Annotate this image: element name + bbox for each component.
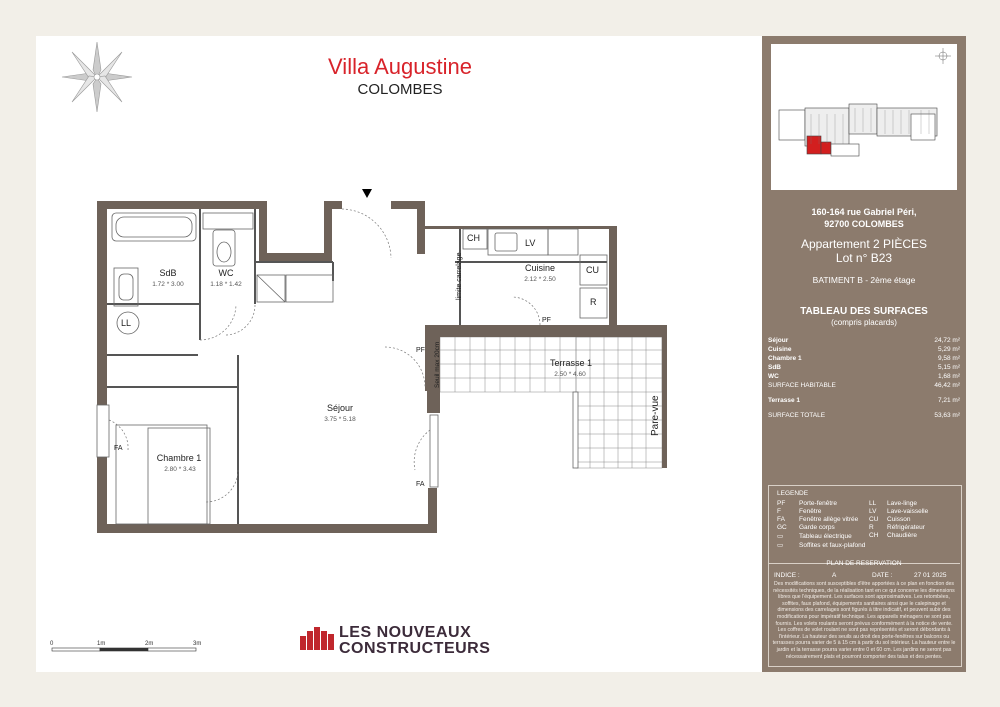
date-label: DATE :	[872, 572, 893, 579]
compass-icon	[62, 42, 132, 112]
address-block	[762, 206, 966, 230]
key-plan	[771, 44, 957, 190]
brand-line2: CONSTRUCTEURS	[339, 640, 491, 657]
page-title: Villa Augustine	[328, 54, 472, 79]
symbol-seuil: Seuil max 20cm	[434, 341, 441, 388]
legend-item: LL Lave-linge	[869, 500, 917, 507]
legend-item: CU Cuisson	[869, 516, 911, 523]
symbol-limite-carrelage: limite carrelage	[456, 252, 463, 300]
symbol-lv: LV	[525, 238, 536, 248]
legend-item: CH Chaudière	[869, 532, 917, 539]
room-cuisine-dims: 2.12 * 2.50	[524, 276, 556, 283]
legend-item: PF Porte-fenêtre	[777, 500, 837, 507]
plan-title: PLAN DE RESERVATION	[826, 560, 902, 567]
surface-row: SdB 5,15 m²	[768, 364, 960, 371]
symbol-cu: CU	[586, 265, 599, 275]
symbol-pf-living: PF	[416, 347, 425, 354]
terrace-floor	[440, 337, 662, 468]
disclaimer-text: Des modifications sont susceptibles d'être apportées à ce plan en fonction des nécessités techniques, de la réalisation tant en ce qui concerne les dimensions libres que l'équipement. Les surfaces sont approximatives. Les retombées, soffites, faux plafond, équipements sanitaires ainsi que le calepinage et dimensions des carrelages sont figurés à titre indicatif, et peuvent subir des modifications pour impératif technique. Les appareils ménagers ne sont pas fournis. Les volets roulants seront prévus conformément à la notice de vente. Les coffres de volet roulant ne sont pas représentés et seront débordants à l'intérieur. La hauteur des seuils au droit des porte-fenêtres sur balcons ou terrasses pourra varier de 5 à 15 cm à partir du sol intérieur. La hauteur entre le jardin et la terrasse pourra varier entre 0 et 60 cm. Les jardins ne seront pas nécessairement plats et pourront comporter des talus et des pentes.	[772, 581, 956, 660]
symbol-ll: LL	[121, 318, 132, 328]
brand-logo-icon	[300, 627, 334, 650]
info-panel	[762, 36, 966, 672]
symbol-pf-kitchen: PF	[542, 317, 551, 324]
room-terrasse-label: Terrasse 1	[549, 358, 593, 368]
scale-0: 0	[50, 641, 54, 647]
room-terrasse-dims: 2.50 * 4.60	[554, 371, 586, 378]
scale-3m: 3m	[193, 641, 202, 647]
scale-bar	[52, 648, 196, 651]
brand-line1: LES NOUVEAUX	[339, 624, 472, 641]
legend-item: LV Lave-vaisselle	[869, 508, 929, 515]
page-subtitle: COLOMBES	[357, 81, 443, 98]
surface-row: Cuisine 5,29 m²	[768, 346, 960, 353]
partitions	[107, 209, 607, 524]
room-sdb-label: SdB	[159, 268, 177, 278]
legend-title: LEGENDE	[777, 490, 809, 497]
legend-item: GC Garde corps	[777, 524, 835, 531]
legend-item: ▭ Soffites et faux-plafond	[777, 542, 866, 549]
symbol-fa-living: FA	[416, 481, 425, 488]
key-plan-drawing	[771, 44, 957, 190]
surface-row: Chambre 1 9,58 m²	[768, 355, 960, 362]
address-line1: 160-164 rue Gabriel Péri,	[811, 207, 917, 217]
fixtures	[97, 213, 607, 524]
electric-panel-icon: ▭	[777, 533, 784, 540]
legend-item: ▭ Tableau électrique	[777, 533, 852, 540]
surface-total: SURFACE TOTALE 53,63 m²	[768, 412, 960, 419]
room-chambre-dims: 2.80 * 3.43	[164, 466, 196, 473]
room-wc-label: WC	[218, 268, 234, 278]
room-cuisine-label: Cuisine	[524, 263, 555, 273]
address-line2: 92700 COLOMBES	[824, 219, 904, 229]
legend-item: F Fenêtre	[777, 508, 822, 515]
symbol-r: R	[590, 297, 597, 307]
surface-table-title: TABLEAU DES SURFACES	[800, 306, 928, 317]
indice-label: INDICE :	[774, 572, 800, 579]
key-plan-compass-icon	[935, 48, 951, 64]
apartment-block	[762, 237, 966, 265]
surface-row: Séjour 24,72 m²	[768, 337, 960, 344]
surface-row: WC 1,68 m²	[768, 373, 960, 380]
scale-1m: 1m	[97, 641, 106, 647]
symbol-ch: CH	[467, 233, 480, 243]
apartment-type: Appartement 2 PIÈCES	[800, 237, 928, 251]
building-floor: BATIMENT B - 2ème étage	[812, 275, 916, 285]
indice-value: A	[832, 572, 837, 579]
entrance-arrow-icon	[362, 189, 372, 198]
surface-table-subtitle: (compris placards)	[831, 318, 897, 327]
date-value: 27 01 2025	[914, 572, 947, 579]
surface-habitable: SURFACE HABITABLE 46,42 m²	[768, 382, 960, 389]
symbol-fa-bedroom: FA	[114, 445, 123, 452]
scale-2m: 2m	[145, 641, 154, 647]
room-sdb-dims: 1.72 * 3.00	[152, 281, 184, 288]
room-chambre-label: Chambre 1	[156, 453, 202, 463]
room-sejour-label: Séjour	[326, 403, 353, 413]
surface-terrasse: Terrasse 1 7,21 m²	[768, 397, 960, 404]
legend-item: R Réfrigérateur	[869, 524, 925, 531]
apartment-lot: Lot n° B23	[835, 251, 893, 265]
symbol-pare-vue: Pare-vue	[650, 395, 661, 436]
room-wc-dims: 1.18 * 1.42	[210, 281, 242, 288]
room-sejour-dims: 3.75 * 5.18	[324, 416, 356, 423]
soffit-icon: ▭	[777, 542, 784, 549]
legend-item: FA Fenêtre allège vitrée	[777, 516, 859, 523]
